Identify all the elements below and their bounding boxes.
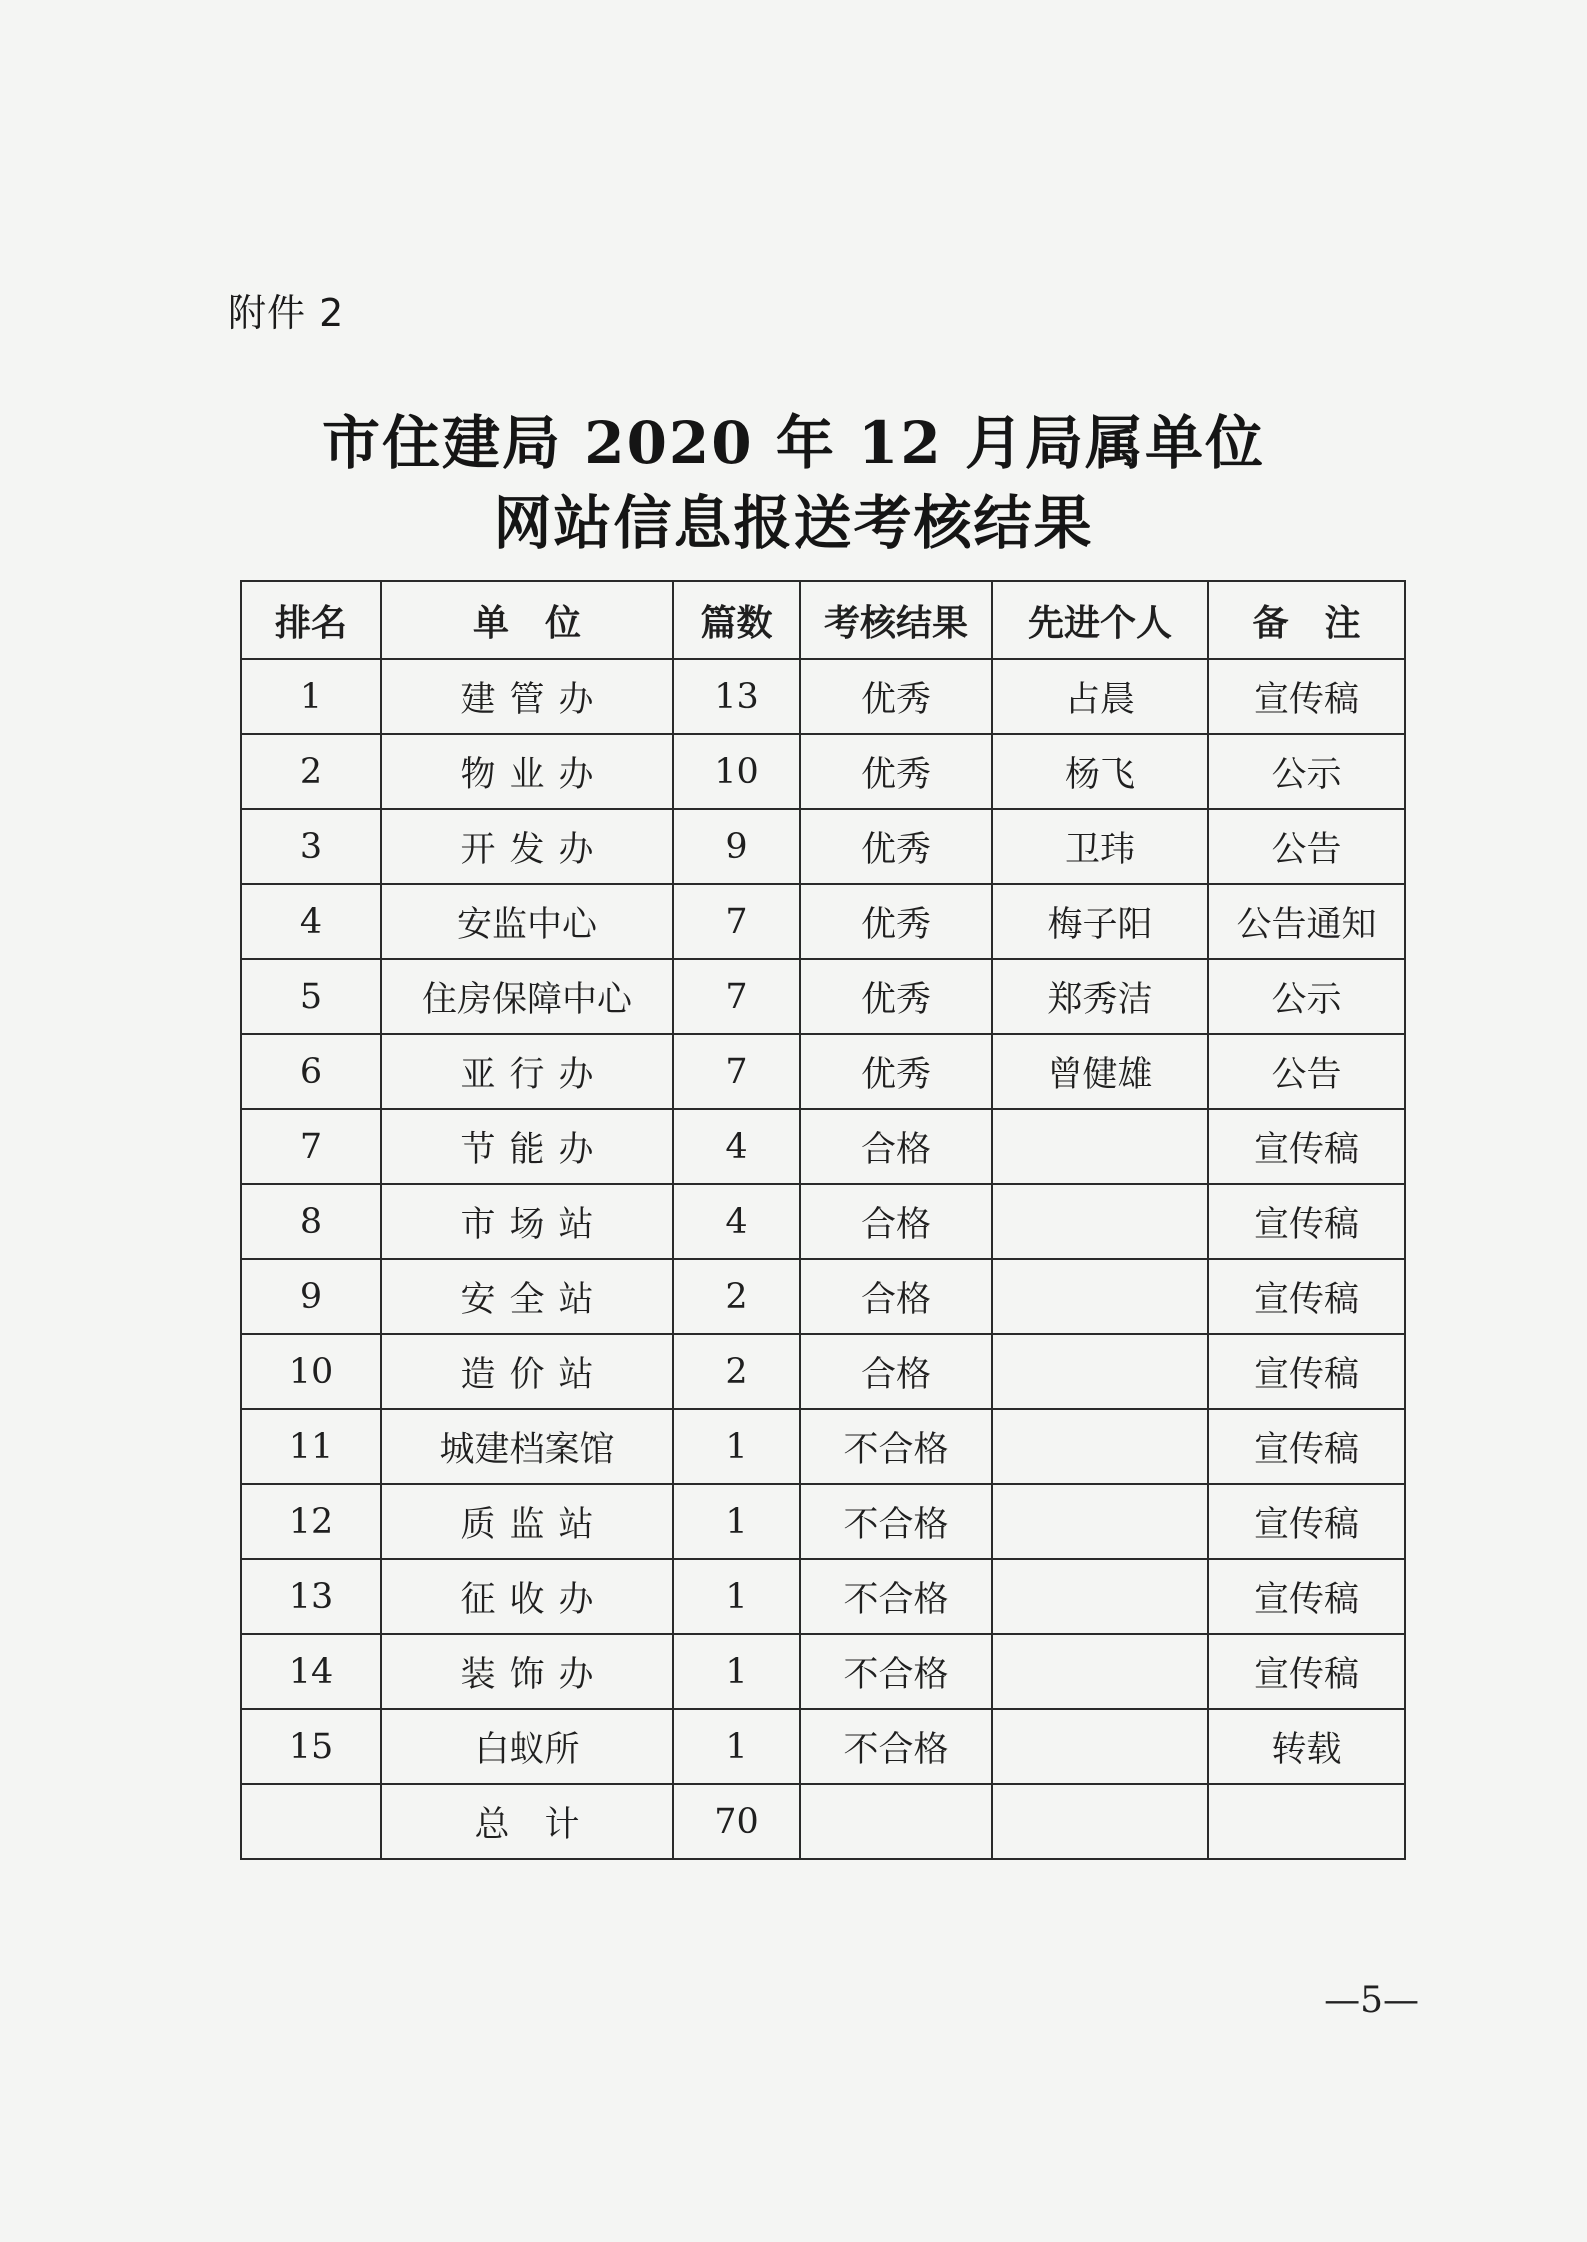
cell-note: 公告通知 [1208,884,1405,959]
header-count: 篇数 [673,581,800,659]
cell-result: 合格 [800,1334,992,1409]
cell-person: 占晨 [992,659,1208,734]
cell-unit: 装饰办 [381,1634,673,1709]
cell-person [992,1184,1208,1259]
cell-unit: 建管办 [381,659,673,734]
cell-note: 宣传稿 [1208,1259,1405,1334]
cell-person-empty [992,1784,1208,1859]
table-row [241,1184,1405,1259]
cell-unit: 质监站 [381,1484,673,1559]
cell-note: 公告 [1208,1034,1405,1109]
cell-unit: 城建档案馆 [381,1409,673,1484]
page-title-line-1: 市住建局 2020 年 12 月局属单位 [322,409,1265,477]
cell-count: 1 [673,1409,800,1484]
cell-note-empty [1208,1784,1405,1859]
header-note: 备 注 [1208,581,1405,659]
cell-count: 4 [673,1184,800,1259]
table-row [241,1634,1405,1709]
cell-result: 优秀 [800,659,992,734]
cell-count: 7 [673,1034,800,1109]
cell-rank: 9 [241,1259,381,1334]
cell-rank: 8 [241,1184,381,1259]
cell-note: 宣传稿 [1208,1634,1405,1709]
cell-note: 宣传稿 [1208,659,1405,734]
cell-result: 优秀 [800,809,992,884]
cell-result-empty [800,1784,992,1859]
cell-person [992,1334,1208,1409]
cell-note: 宣传稿 [1208,1334,1405,1409]
cell-note: 宣传稿 [1208,1484,1405,1559]
table-row [241,1409,1405,1484]
cell-note: 宣传稿 [1208,1184,1405,1259]
cell-count: 10 [673,734,800,809]
cell-result: 优秀 [800,959,992,1034]
cell-rank: 7 [241,1109,381,1184]
total-label: 总 计 [381,1784,673,1859]
table-row [241,1034,1405,1109]
cell-count: 13 [673,659,800,734]
table-row [241,959,1405,1034]
cell-rank: 12 [241,1484,381,1559]
cell-note: 宣传稿 [1208,1409,1405,1484]
cell-unit: 节能办 [381,1109,673,1184]
table-row [241,659,1405,734]
cell-count: 1 [673,1634,800,1709]
cell-result: 合格 [800,1109,992,1184]
cell-unit: 市场站 [381,1184,673,1259]
cell-person: 曾健雄 [992,1034,1208,1109]
cell-unit: 物业办 [381,734,673,809]
cell-unit: 征收办 [381,1559,673,1634]
results-table [240,580,1406,1860]
cell-person [992,1409,1208,1484]
cell-person [992,1109,1208,1184]
page-title-line-2: 网站信息报送考核结果 [493,489,1094,557]
table-row [241,884,1405,959]
cell-unit: 造价站 [381,1334,673,1409]
cell-note: 公告 [1208,809,1405,884]
cell-unit: 白蚁所 [381,1709,673,1784]
table-row [241,734,1405,809]
cell-rank: 14 [241,1634,381,1709]
cell-person [992,1484,1208,1559]
header-result: 考核结果 [800,581,992,659]
cell-note: 宣传稿 [1208,1559,1405,1634]
cell-result: 不合格 [800,1634,992,1709]
cell-unit: 安监中心 [381,884,673,959]
cell-person: 梅子阳 [992,884,1208,959]
table-row [241,1259,1405,1334]
cell-result: 合格 [800,1259,992,1334]
cell-rank: 13 [241,1559,381,1634]
table-row [241,1334,1405,1409]
cell-result: 优秀 [800,1034,992,1109]
total-count: 70 [673,1784,800,1859]
cell-rank: 6 [241,1034,381,1109]
cell-result: 不合格 [800,1409,992,1484]
cell-count: 4 [673,1109,800,1184]
cell-person [992,1709,1208,1784]
cell-note: 宣传稿 [1208,1109,1405,1184]
table-row [241,1484,1405,1559]
header-unit: 单 位 [381,581,673,659]
table-row [241,809,1405,884]
cell-result: 不合格 [800,1709,992,1784]
cell-rank: 15 [241,1709,381,1784]
cell-person [992,1634,1208,1709]
table-row [241,1559,1405,1634]
cell-result: 合格 [800,1184,992,1259]
cell-person: 杨飞 [992,734,1208,809]
header-person: 先进个人 [992,581,1208,659]
cell-rank: 10 [241,1334,381,1409]
table-header-row [241,581,1405,659]
cell-rank-empty [241,1784,381,1859]
cell-result: 优秀 [800,734,992,809]
cell-note: 转载 [1208,1709,1405,1784]
cell-unit: 安全站 [381,1259,673,1334]
cell-note: 公示 [1208,734,1405,809]
cell-unit: 亚行办 [381,1034,673,1109]
cell-count: 1 [673,1484,800,1559]
header-rank: 排名 [241,581,381,659]
cell-result: 优秀 [800,884,992,959]
cell-person: 卫玮 [992,809,1208,884]
cell-count: 7 [673,884,800,959]
cell-rank: 5 [241,959,381,1034]
cell-note: 公示 [1208,959,1405,1034]
cell-unit: 住房保障中心 [381,959,673,1034]
cell-rank: 2 [241,734,381,809]
cell-count: 2 [673,1259,800,1334]
cell-rank: 3 [241,809,381,884]
table-row [241,1109,1405,1184]
cell-result: 不合格 [800,1484,992,1559]
cell-rank: 1 [241,659,381,734]
cell-person [992,1559,1208,1634]
cell-rank: 4 [241,884,381,959]
table-total-row [241,1784,1405,1859]
cell-person [992,1259,1208,1334]
attachment-label: 附件 2 [228,291,345,335]
cell-person: 郑秀洁 [992,959,1208,1034]
cell-count: 7 [673,959,800,1034]
cell-count: 2 [673,1334,800,1409]
cell-rank: 11 [241,1409,381,1484]
cell-count: 9 [673,809,800,884]
cell-unit: 开发办 [381,809,673,884]
cell-count: 1 [673,1709,800,1784]
page-number: —5— [1324,1980,1419,2021]
cell-count: 1 [673,1559,800,1634]
table-row [241,1709,1405,1784]
cell-result: 不合格 [800,1559,992,1634]
